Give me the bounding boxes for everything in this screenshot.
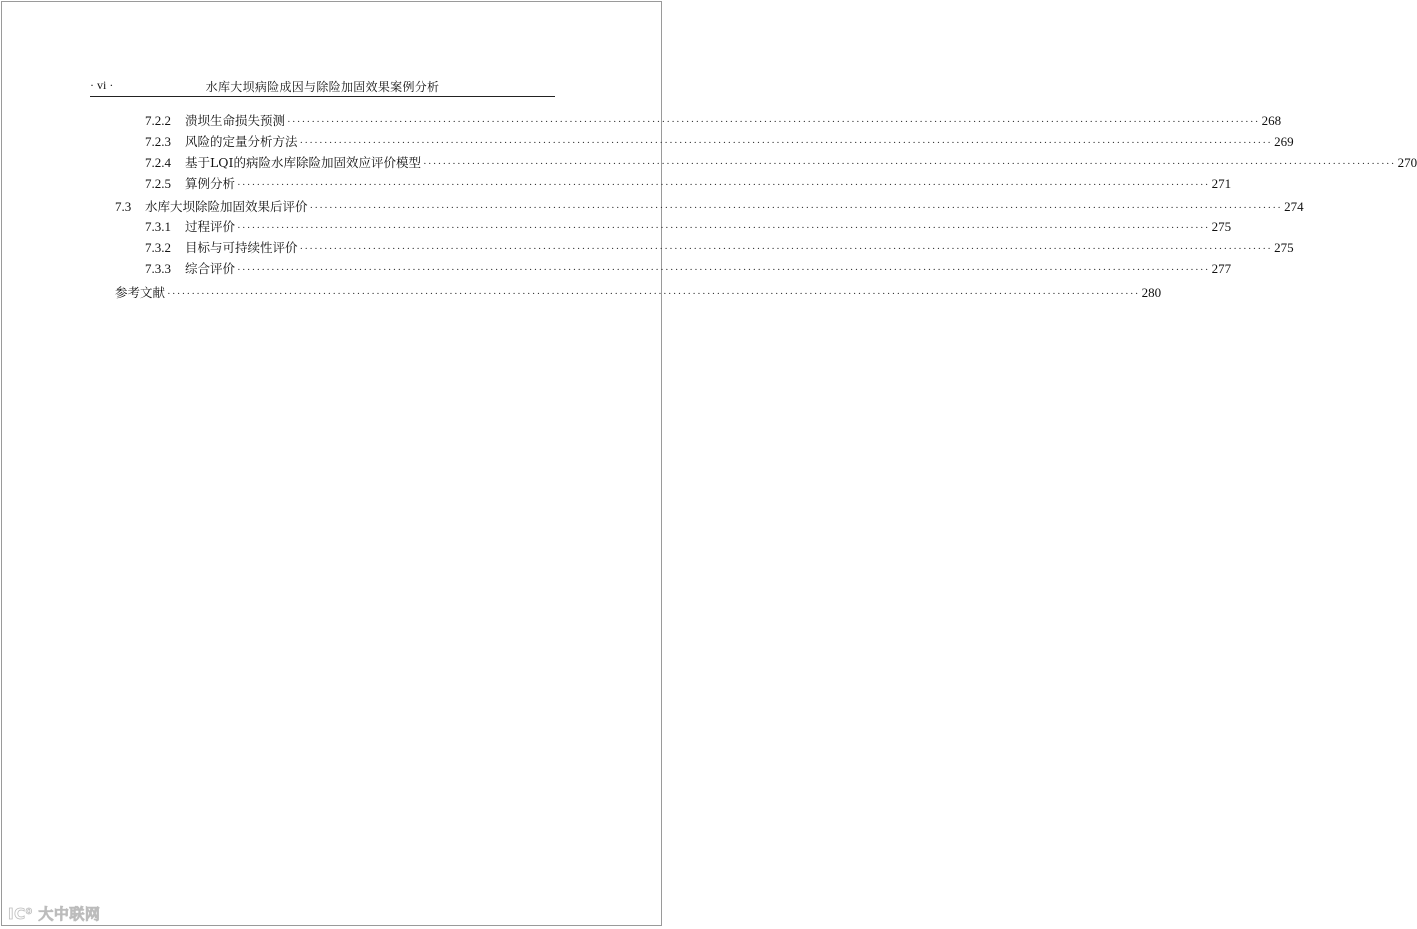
toc-leader-dots: ········································································································································································································ [237,264,1210,276]
toc-entry-title: 综合评价 [185,261,236,276]
page-number: · vi · [90,78,114,92]
toc-entry-title: 算例分析 [185,176,236,191]
toc-entry-title: 目标与可持续性评价 [185,240,298,255]
toc-entry [115,283,1162,301]
toc-entry-title: 溃坝生命损失预测 [185,113,286,128]
toc-leader-dots: ········································································································································································································ [237,222,1210,234]
toc-entry-page: 275 [1274,240,1294,255]
toc-entry-page: 277 [1211,261,1232,276]
toc-entry-page: 280 [1141,285,1162,300]
toc-entry-number: 7.2.5 [145,176,171,191]
toc-entry-title: 水库大坝除险加固效果后评价 [145,199,308,214]
toc-entry [145,174,1232,192]
toc-entry-page: 275 [1211,219,1232,234]
toc-entry [145,132,1294,150]
toc-entry-number: 7.3 [115,199,132,214]
watermark-text: IC⁰ 大中联网 [8,905,101,923]
toc-leader-dots: ········································································································································································································ [299,137,1273,149]
toc-leader-dots: ········································································································································································································ [423,158,1396,170]
toc-entry-title: 基于LQI的病险水库除险加固效应评价模型 [185,155,421,170]
toc-entry [145,153,1417,171]
toc-entry-number: 7.2.3 [145,134,171,149]
toc-entry-number: 7.3.3 [145,261,171,276]
toc-entry [145,259,1232,277]
running-title: 水库大坝病险成因与除险加固效果案例分析 [205,80,440,94]
toc-entry [145,111,1282,129]
toc-entry-page: 274 [1284,199,1304,214]
toc-entry-page: 270 [1397,155,1417,170]
toc-leader-dots: ········································································································································································································ [299,243,1273,255]
toc-entry-page: 271 [1211,176,1232,191]
toc-entry-page: 269 [1274,134,1294,149]
toc-entry-title: 过程评价 [185,219,236,234]
toc-entry-title: 风险的定量分析方法 [185,134,298,149]
toc-entry-page: 268 [1261,113,1282,128]
toc-leader-dots: ········································································································································································································ [167,288,1140,300]
toc-leader-dots: ········································································································································································································ [237,179,1210,191]
toc-entry [145,238,1294,256]
toc-entry [115,197,1304,215]
toc-entry-title: 参考文献 [115,285,166,300]
toc-entry-number: 7.3.2 [145,240,171,255]
toc-entry-number: 7.2.4 [145,155,171,170]
toc-leader-dots: ········································································································································································································ [309,202,1283,214]
page-header [90,76,555,97]
toc-entry-number: 7.2.2 [145,113,171,128]
watermark-logo [8,903,100,924]
toc-leader-dots: ········································································································································································································ [287,116,1260,128]
toc-entry-number: 7.3.1 [145,219,171,234]
toc-entry [145,217,1232,235]
